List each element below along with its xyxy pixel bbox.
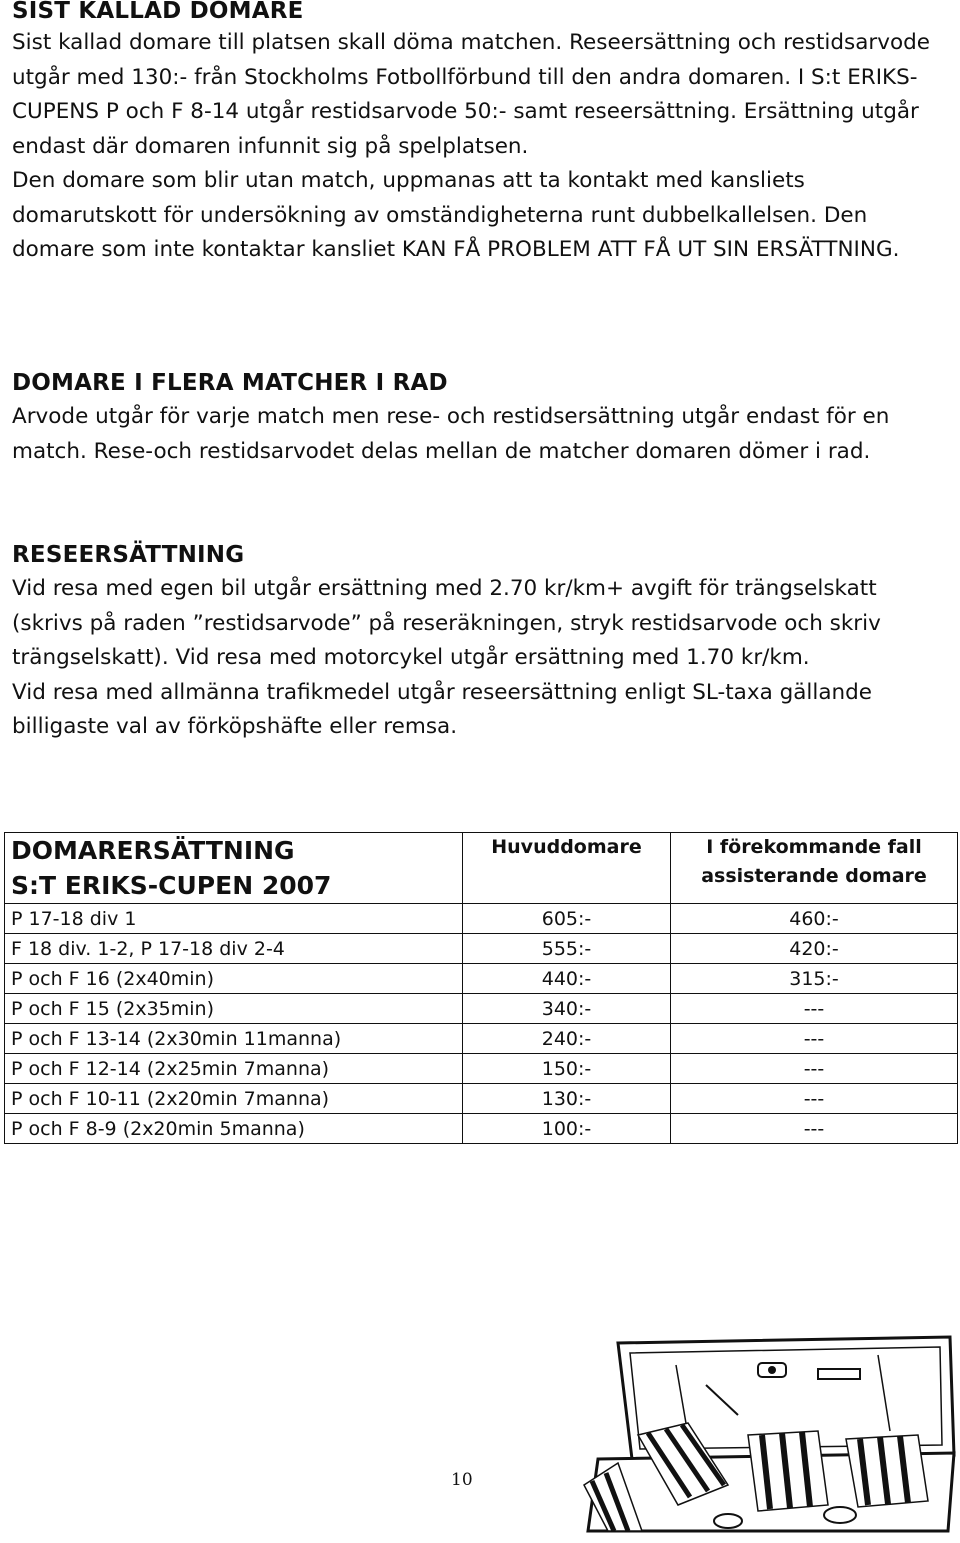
cell-main: 605:- xyxy=(463,904,671,934)
cell-main: 555:- xyxy=(463,934,671,964)
cell-assist: 420:- xyxy=(671,934,958,964)
table-row xyxy=(5,1114,958,1144)
table-row xyxy=(5,964,958,994)
table-title-line: DOMARERSÄTTNING xyxy=(11,836,295,865)
section-heading: SIST KALLAD DOMARE xyxy=(12,0,304,24)
table-title-line: S:T ERIKS-CUPEN 2007 xyxy=(11,871,332,900)
cell-main: 100:- xyxy=(463,1114,671,1144)
column-header-assist xyxy=(671,833,958,904)
paragraph: Vid resa med allmänna trafikmedel utgår reseersättning enligt SL-taxa gällande billigaste val av förköpshäfte eller remsa. xyxy=(12,679,873,739)
fee-table xyxy=(4,832,958,1144)
cell-category: P och F 12-14 (2x25min 7manna) xyxy=(5,1054,463,1084)
cell-category: P och F 16 (2x40min) xyxy=(5,964,463,994)
cell-assist: --- xyxy=(671,1084,958,1114)
cell-category: F 18 div. 1-2, P 17-18 div 2-4 xyxy=(5,934,463,964)
cell-assist: --- xyxy=(671,1024,958,1054)
column-header-line: assisterande domare xyxy=(701,865,927,887)
cell-assist: --- xyxy=(671,1114,958,1144)
section-heading: DOMARE I FLERA MATCHER I RAD xyxy=(12,370,448,396)
table-row xyxy=(5,1024,958,1054)
cell-main: 440:- xyxy=(463,964,671,994)
section-heading: RESEERSÄTTNING xyxy=(12,542,245,568)
cell-category: P och F 8-9 (2x20min 5manna) xyxy=(5,1114,463,1144)
table-row xyxy=(5,1084,958,1114)
cell-assist: --- xyxy=(671,994,958,1024)
cell-category: P och F 10-11 (2x20min 7manna) xyxy=(5,1084,463,1114)
cell-assist: 315:- xyxy=(671,964,958,994)
table-row xyxy=(5,1054,958,1084)
table-row xyxy=(5,934,958,964)
cell-assist: --- xyxy=(671,1054,958,1084)
cell-main: 240:- xyxy=(463,1024,671,1054)
paragraph: Sist kallad domare till platsen skall döma matchen. Reseersättning och restidsarvode utgår med 130:- från Stockholms Fotbollförbund till den andra domaren. I S:t ERIKS-CUPENS P och F 8-14 utgår restidsarvode 50:- samt reseersättning. Ersättning utgår endast där domaren infunnit sig på spelplatsen. xyxy=(12,30,930,159)
table-row xyxy=(5,994,958,1024)
table-title xyxy=(5,833,463,904)
cell-category: P och F 13-14 (2x30min 11manna) xyxy=(5,1024,463,1054)
cell-main: 340:- xyxy=(463,994,671,1024)
table-row xyxy=(5,904,958,934)
page-number: 10 xyxy=(451,1470,473,1490)
column-header-main: Huvuddomare xyxy=(463,833,671,904)
cell-assist: 460:- xyxy=(671,904,958,934)
section-sist-kallad-domare xyxy=(12,0,948,268)
section-domare-i-flera-matcher xyxy=(12,368,948,469)
column-header-line: I förekommande fall xyxy=(706,836,922,858)
paragraph: Vid resa med egen bil utgår ersättning med 2.70 kr/km+ avgift för trängselskatt (skrivs på raden ”restidsarvode” på reseräkningen, stryk restidsarvode och skriv trängselskatt). Vid resa med motorcykel utgår ersättning med 1.70 kr/km. xyxy=(12,576,881,670)
cell-category: P och F 15 (2x35min) xyxy=(5,994,463,1024)
referee-suitcase-illustration-icon xyxy=(578,1335,958,1535)
cell-main: 150:- xyxy=(463,1054,671,1084)
table-header-row xyxy=(5,833,958,904)
cell-category: P 17-18 div 1 xyxy=(5,904,463,934)
paragraph: Arvode utgår för varje match men rese- och restidsersättning utgår endast för en match. Rese-och restidsarvodet delas mellan de matcher domaren dömer i rad. xyxy=(12,404,890,464)
section-reseersattning xyxy=(12,540,948,745)
cell-main: 130:- xyxy=(463,1084,671,1114)
paragraph: Den domare som blir utan match, uppmanas att ta kontakt med kansliets domarutskott för undersökning av omständigheterna runt dubbelkallelsen. Den domare som inte kontaktar kansliet KAN FÅ PROBLEM ATT FÅ UT SIN ERSÄTTNING. xyxy=(12,168,900,262)
